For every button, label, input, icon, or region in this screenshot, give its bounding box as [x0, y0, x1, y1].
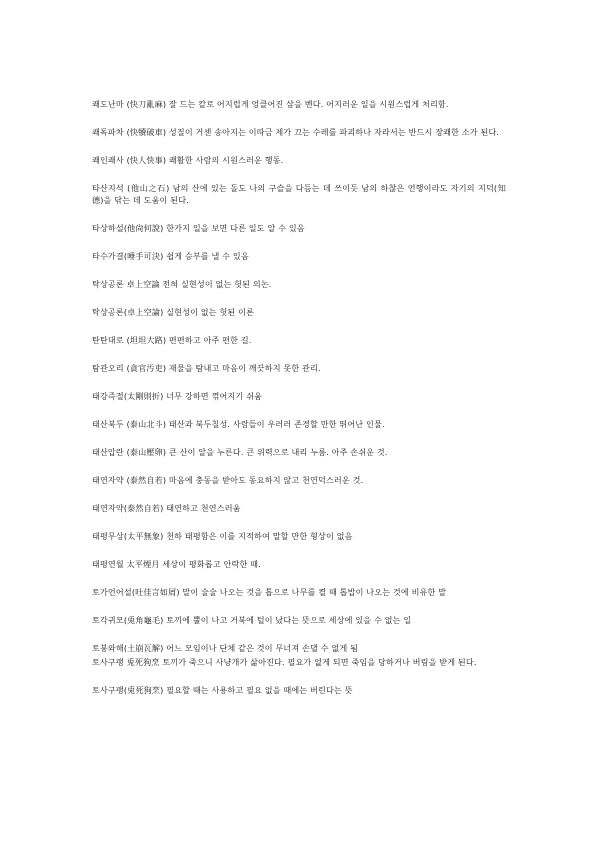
- entry-16: 태평무상(太平無象) 천하 태평함은 이를 지적하여 말할 만한 형상이 없음: [92, 531, 353, 541]
- entry-2: 쾌독파차 (快犢破車) 성질이 거센 송아지는 이따금 제가 끄는 수레를 파괴하나 자라서는 반드시 장쾌한 소가 된다.: [92, 127, 500, 137]
- entry-9: 탄탄대로 (坦坦大路) 편편하고 아주 편한 길.: [92, 335, 252, 345]
- entry-18: 토가언어설(吐佳言如屑) 말이 술술 나오는 것을 톱으로 나무를 켤 때 톱밥이 나오는 것에 비유한 말: [92, 587, 447, 597]
- entry-6: 타수가결(唾手可決) 쉽게 승부를 낼 수 있음: [92, 251, 249, 261]
- entry-4: 타산지석 (他山之石) 남의 산에 있는 돌도 나의 구슬을 다듬는 데 쓰이듯 남의 하찮은 언행이라도 자기의 지덕(知德)을 닦는 데 도움이 된다.: [92, 183, 506, 205]
- entry-12: 태산북두 (泰山北斗) 태산과 북두칠성. 사람들이 우러러 존경할 만한 뛰어난 인물.: [92, 419, 385, 429]
- entry-21: 토사구팽 兎死狗烹 토끼가 죽으니 사냥개가 삶아진다. 필요가 없게 되면 죽임을 당하거나 버림을 받게 된다.: [92, 657, 477, 667]
- entry-11: 태강즉절(太剛則折) 너무 강하면 꺾어지기 쉬움: [92, 391, 263, 401]
- entry-8: 탁상공론(卓上空論) 실현성이 없는 헛된 이론: [92, 307, 255, 317]
- entry-5: 타상하설(他尙何說) 한가지 일을 보면 다른 일도 알 수 있음: [92, 223, 305, 233]
- entry-14: 태연자약 (泰然自若) 마음에 충동을 받아도 동요하지 않고 천연덕스러운 것.: [92, 475, 364, 485]
- entry-17: 태평연월 太平煙月 세상이 평화롭고 안락한 때.: [92, 559, 261, 569]
- entry-3: 쾌인쾌사 (快人快事) 쾌활한 사람의 시원스러운 행동.: [92, 155, 284, 165]
- entry-7: 탁상공론 卓上空論 전혀 실현성이 없는 헛된 의논.: [92, 279, 272, 289]
- entry-1: 쾌도난마 (快刀亂麻) 잘 드는 칼로 어지럽게 엉클어진 삼을 벤다. 어지러운 일을 시원스럽게 처리함.: [92, 99, 449, 109]
- entry-15: 태연자약(泰然自若) 태연하고 천연스러움: [92, 503, 241, 513]
- entry-13: 태산압란 (泰山壓卵) 큰 산이 알을 누른다. 큰 위력으로 내리 누름. 아주 손쉬운 것.: [92, 447, 388, 457]
- entry-10: 탐관오리 (貪官汚吏) 재물을 탐내고 마음이 깨끗하지 못한 관리.: [92, 363, 321, 373]
- entry-19: 토각귀모(兎角龜毛) 토끼에 뿔이 나고 거북에 털이 났다는 뜻으로 세상에 있을 수 없는 일: [92, 615, 412, 625]
- entry-list: [92, 98, 506, 696]
- entry-20: 토붕와해(土崩瓦解) 어느 모임이나 단체 같은 것이 무너져 손댈 수 없게 됨: [92, 643, 359, 653]
- entry-22: 토사구팽(兎死狗烹) 필요할 때는 사용하고 필요 없을 때에는 버린다는 뜻: [92, 685, 353, 695]
